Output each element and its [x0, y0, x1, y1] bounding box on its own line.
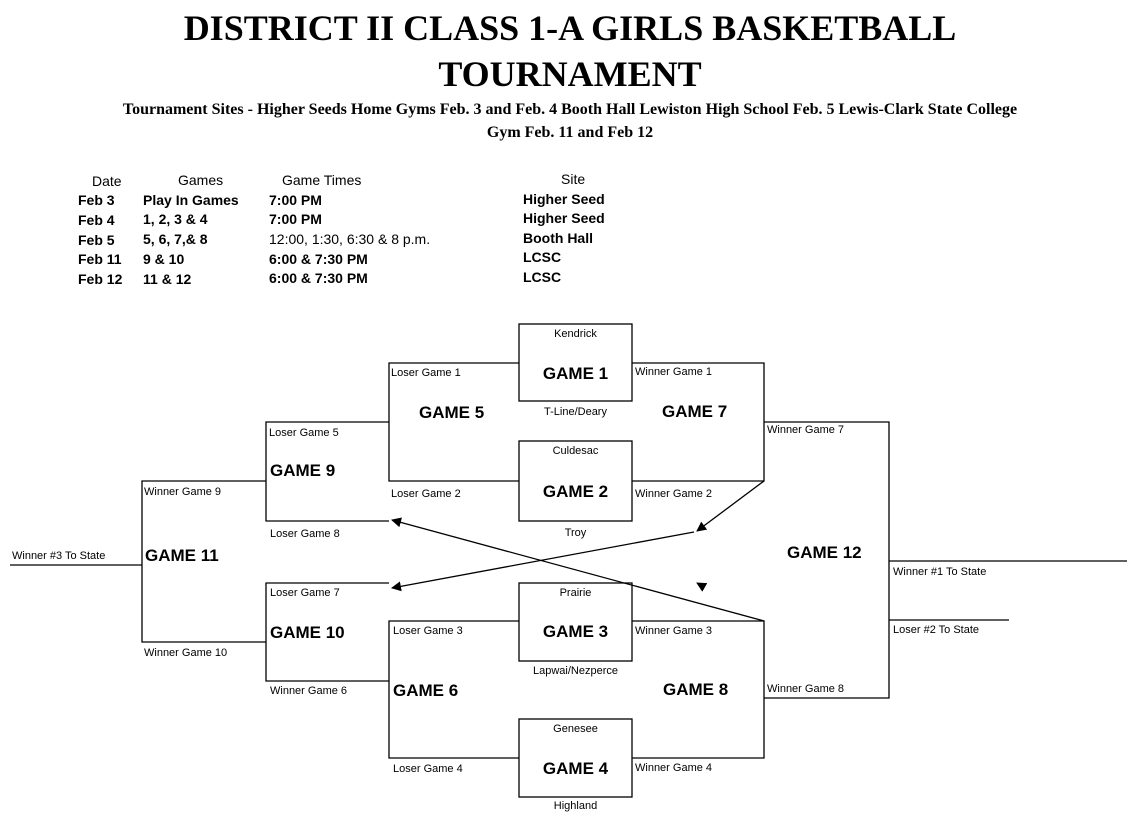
game1-top-team: Kendrick: [554, 328, 597, 340]
schedule-date: Feb 4: [78, 212, 115, 228]
schedule-date: Feb 11: [78, 251, 122, 267]
schedule-time: 6:00 & 7:30 PM: [269, 270, 368, 286]
schedule-time: 12:00, 1:30, 6:30 & 8 p.m.: [269, 231, 431, 247]
schedule-site: Booth Hall: [523, 230, 593, 246]
winner-game8-label: Winner Game 8: [767, 683, 845, 695]
game4-label: GAME 4: [542, 759, 609, 778]
schedule-games: 9 & 10: [143, 251, 185, 267]
winner-game7-label: Winner Game 7: [767, 424, 845, 436]
game12-label: GAME 12: [787, 543, 862, 562]
schedule-games: 11 & 12: [143, 271, 192, 287]
game7-bracket: [632, 363, 764, 481]
schedule-header-games: Games: [178, 172, 224, 188]
game2-bottom-team: Troy: [564, 527, 587, 539]
game1-label: GAME 1: [542, 364, 609, 383]
game3-top-team: Prairie: [559, 587, 592, 599]
arrow-to-game8-head: [697, 583, 764, 621]
loser-game2-label: Loser Game 2: [391, 488, 461, 500]
game7-label: GAME 7: [662, 402, 728, 421]
sites-subtitle-line2: Gym Feb. 11 and Feb 12: [486, 124, 654, 141]
winner-game9-label: Winner Game 9: [144, 486, 222, 498]
schedule-site: LCSC: [523, 249, 562, 265]
game2-top-team: Culdesac: [552, 445, 599, 457]
game10-label: GAME 10: [270, 623, 345, 642]
winner-game10-label: Winner Game 10: [144, 647, 228, 659]
game2-label: GAME 2: [542, 482, 609, 501]
winner-game2-label: Winner Game 2: [635, 488, 713, 500]
schedule-date: Feb 5: [78, 232, 115, 248]
winner-game1-label: Winner Game 1: [635, 366, 713, 378]
game6-label: GAME 6: [393, 681, 459, 700]
schedule-time: 7:00 PM: [269, 192, 322, 208]
schedule-site: LCSC: [523, 269, 562, 285]
winner-game6-label: Winner Game 6: [270, 685, 348, 697]
schedule-games: Play In Games: [143, 192, 239, 208]
winner-game3-label: Winner Game 3: [635, 625, 713, 637]
game4-top-team: Genesee: [553, 723, 598, 735]
schedule-games: 1, 2, 3 & 4: [143, 211, 208, 227]
loser2-state-label: Loser #2 To State: [893, 624, 980, 636]
game8-label: GAME 8: [663, 680, 729, 699]
schedule-site: Higher Seed: [523, 191, 605, 207]
schedule-time: 6:00 & 7:30 PM: [269, 251, 368, 267]
loser-game1-label: Loser Game 1: [391, 367, 461, 379]
schedule-header-date: Date: [92, 173, 122, 189]
schedule-date: Feb 12: [78, 271, 123, 287]
game9-label: GAME 9: [270, 461, 336, 480]
page-title: DISTRICT II CLASS 1-A GIRLS BASKETBALL: [183, 8, 957, 48]
schedule-games: 5, 6, 7,& 8: [143, 231, 208, 247]
loser-game5-label: Loser Game 5: [269, 427, 339, 439]
schedule-header-times: Game Times: [282, 172, 362, 188]
winner3-state-label: Winner #3 To State: [12, 550, 106, 562]
schedule-header-site: Site: [561, 171, 586, 187]
winner-game4-label: Winner Game 4: [635, 762, 713, 774]
schedule-site: Higher Seed: [523, 210, 605, 226]
page-title-line2: TOURNAMENT: [438, 54, 702, 94]
schedule-time: 7:00 PM: [269, 211, 322, 227]
loser-game7-label: Loser Game 7: [270, 587, 340, 599]
loser-game3-label: Loser Game 3: [393, 625, 463, 637]
schedule-date: Feb 3: [78, 192, 115, 208]
game3-bottom-team: Lapwai/Nezperce: [533, 665, 618, 677]
sites-subtitle: Tournament Sites - Higher Seeds Home Gyms Feb. 3 and Feb. 4 Booth Hall Lewiston High School Feb. 5 Lewis-Clark State College: [122, 101, 1018, 118]
game1-bottom-team: T-Line/Deary: [544, 406, 607, 418]
winner1-state-label: Winner #1 To State: [893, 566, 987, 578]
game4-bottom-team: Highland: [553, 800, 598, 812]
loser-game4-label: Loser Game 4: [393, 763, 463, 775]
game5-label: GAME 5: [419, 403, 485, 422]
arrow-to-game10: [392, 532, 694, 588]
loser-game8-label: Loser Game 8: [270, 528, 340, 540]
game3-label: GAME 3: [542, 622, 609, 641]
game11-label: GAME 11: [145, 546, 219, 565]
